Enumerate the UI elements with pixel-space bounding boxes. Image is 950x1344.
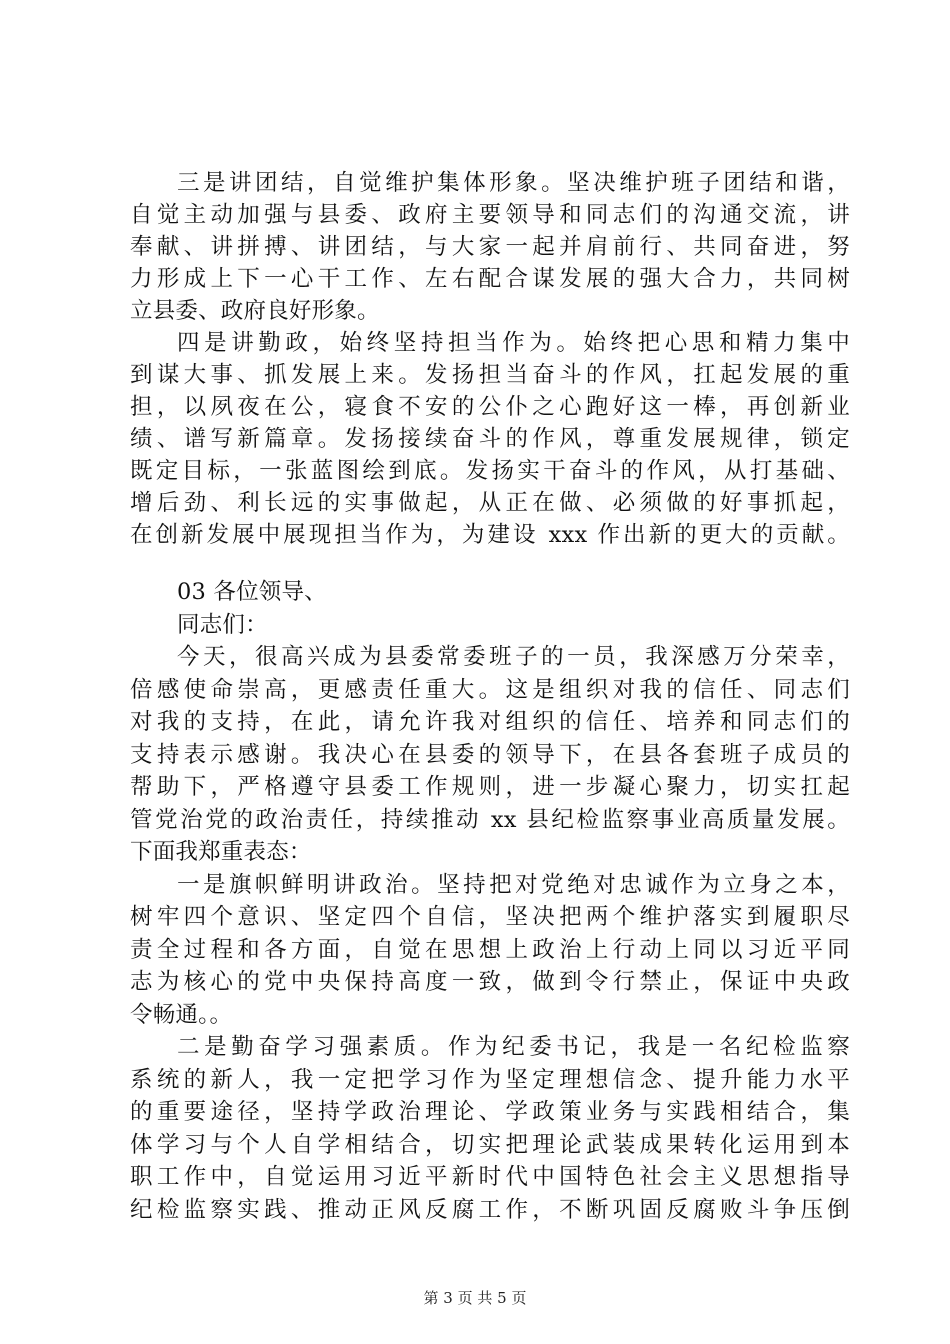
paragraph-line: 到谋大事、抓发展上来。发扬担当奋斗的作风，扛起发展的重 (130, 362, 850, 388)
paragraph-line: 帮助下，严格遵守县委工作规则，进一步凝心聚力，切实扛起 (130, 774, 850, 800)
paragraph-line: 自觉主动加强与县委、政府主要领导和同志们的沟通交流，讲 (130, 202, 850, 228)
paragraph-line: 纪检监察实践、推动正风反腐工作，不断巩固反腐败斗争压倒 (130, 1197, 850, 1223)
paragraph-line: 体学习与个人自学相结合，切实把理论武装成果转化运用到本 (130, 1132, 850, 1158)
paragraph-line: 支持表示感谢。我决心在县委的领导下，在县各套班子成员的 (130, 742, 850, 768)
salutation: 同志们： (177, 612, 268, 638)
paragraph-line: 责全过程和各方面，自觉在思想上政治上行动上同以习近平同 (130, 937, 850, 963)
paragraph-line: 四是讲勤政，始终坚持担当作为。始终把心思和精力集中 (177, 330, 850, 356)
paragraph-line: 担，以夙夜在公，寝食不安的公仆之心跑好这一棒，再创新业 (130, 394, 850, 420)
paragraph-line: 对我的支持，在此，请允许我对组织的信任、培养和同志们的 (130, 709, 850, 735)
paragraph-line: 今天，很高兴成为县委常委班子的一员，我深感万分荣幸， (177, 644, 850, 670)
paragraph-line: 下面我郑重表态： (130, 839, 312, 865)
paragraph-line: 增后劲、利长远的实事做起，从正在做、必须做的好事抓起， (130, 490, 850, 516)
paragraph-line: 令畅通。。 (130, 1002, 233, 1028)
paragraph-line: 二是勤奋学习强素质。作为纪委书记，我是一名纪检监察 (177, 1034, 850, 1060)
paragraph-line: 管党治党的政治责任，持续推动 xx 县纪检监察事业高质量发展。 (130, 807, 850, 833)
paragraph-line: 在创新发展中展现担当作为，为建设 xxx 作出新的更大的贡献。 (130, 522, 850, 548)
paragraph-line: 既定目标，一张蓝图绘到底。发扬实干奋斗的作风，从打基础、 (130, 458, 850, 484)
paragraph-line: 力形成上下一心干工作、左右配合谋发展的强大合力，共同树 (130, 266, 850, 292)
paragraph-line: 树牢四个意识、坚定四个自信，坚决把两个维护落实到履职尽 (130, 904, 850, 930)
paragraph-line: 系统的新人，我一定把学习作为坚定理想信念、提升能力水平 (130, 1067, 850, 1093)
paragraph-line: 一是旗帜鲜明讲政治。坚持把对党绝对忠诚作为立身之本， (177, 872, 850, 898)
paragraph-line: 职工作中，自觉运用习近平新时代中国特色社会主义思想指导 (130, 1164, 850, 1190)
section-heading: 03 各位领导、 (177, 579, 327, 605)
paragraph-line: 绩、谱写新篇章。发扬接续奋斗的作风，尊重发展规律，锁定 (130, 426, 850, 452)
paragraph-line: 倍感使命崇高，更感责任重大。这是组织对我的信任、同志们 (130, 677, 850, 703)
paragraph-line: 立县委、政府良好形象。 (130, 298, 380, 324)
paragraph-line: 三是讲团结，自觉维护集体形象。坚决维护班子团结和谐， (177, 170, 850, 196)
page-number-footer: 第 3 页 共 5 页 (423, 1289, 527, 1307)
paragraph-line: 的重要途径，坚持学政治理论、学政策业务与实践相结合，集 (130, 1099, 850, 1125)
paragraph-line: 奉献、讲拼搏、讲团结，与大家一起并肩前行、共同奋进，努 (130, 234, 850, 260)
paragraph-line: 志为核心的党中央保持高度一致，做到令行禁止，保证中央政 (130, 969, 850, 995)
